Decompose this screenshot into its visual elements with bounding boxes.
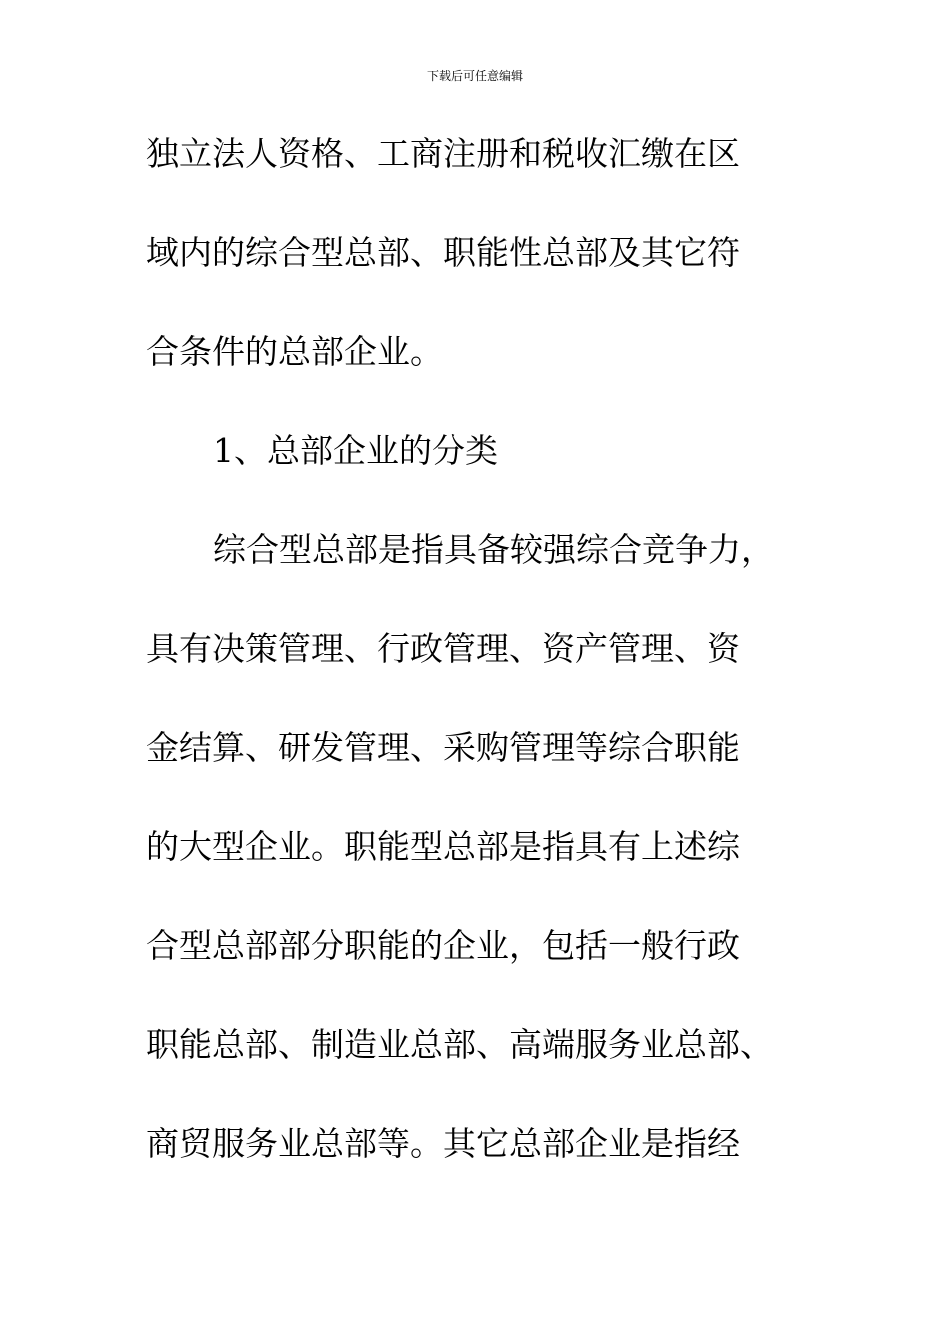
body-line-3: 合条件的总部企业。 (146, 332, 443, 371)
body-line-5: 综合型总部是指具备较强综合竞争力， (213, 530, 774, 569)
body-line-9: 合型总部部分职能的企业，包括一般行政 (146, 926, 740, 965)
body-line-6: 具有决策管理、行政管理、资产管理、资 (146, 629, 740, 668)
section-heading: 1、总部企业的分类 (213, 431, 498, 470)
body-line-2: 域内的综合型总部、职能性总部及其它符 (146, 233, 740, 272)
page-header: 下载后可任意编辑 (426, 69, 523, 83)
body-line-8: 的大型企业。职能型总部是指具有上述综 (146, 827, 740, 866)
body-line-10: 职能总部、制造业总部、高端服务业总部、 (146, 1025, 773, 1064)
body-line-1: 独立法人资格、工商注册和税收汇缴在区 (146, 134, 740, 173)
body-line-11: 商贸服务业总部等。其它总部企业是指经 (146, 1124, 740, 1163)
body-line-7: 金结算、研发管理、采购管理等综合职能 (146, 728, 740, 767)
